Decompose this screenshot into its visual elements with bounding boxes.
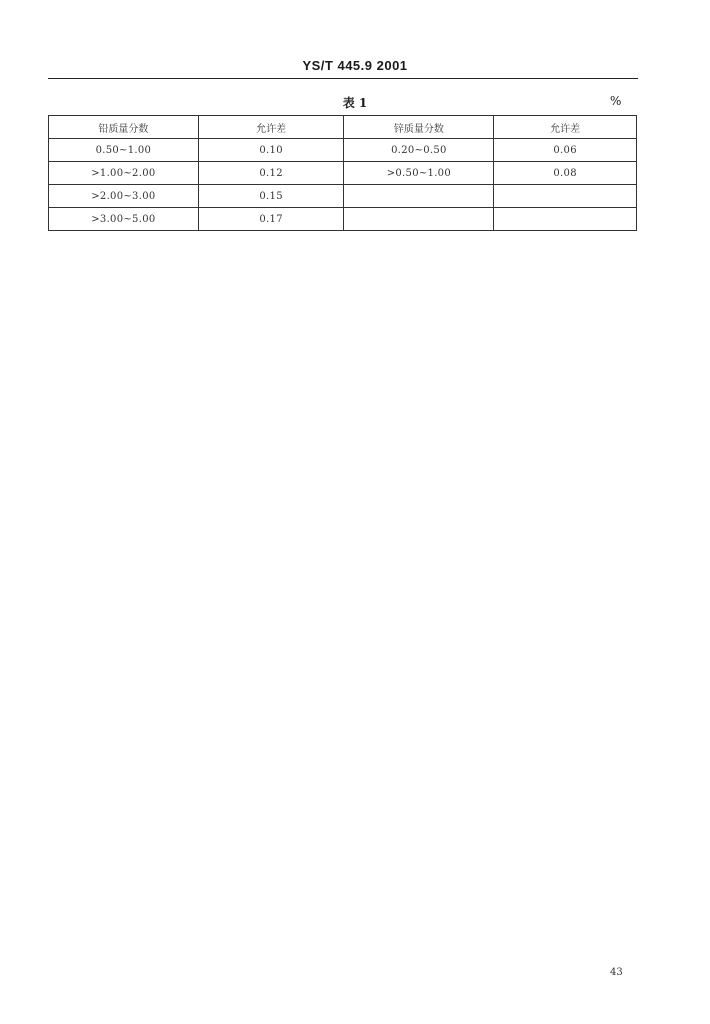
zinc-tolerance-cell xyxy=(494,208,637,231)
lead-fraction-cell: 0.50~1.00 xyxy=(49,139,199,162)
zinc-tolerance-cell: 0.06 xyxy=(494,139,637,162)
header-divider xyxy=(48,78,638,79)
column-header-zinc-tolerance: 允许差 xyxy=(494,116,637,139)
zinc-fraction-cell xyxy=(344,185,494,208)
page-number: 43 xyxy=(610,967,623,978)
column-header-zinc-fraction: 锌质量分数 xyxy=(344,116,494,139)
lead-tolerance-cell: 0.12 xyxy=(198,162,344,185)
lead-fraction-cell: >3.00~5.00 xyxy=(49,208,199,231)
lead-fraction-cell: >2.00~3.00 xyxy=(49,185,199,208)
column-header-lead-tolerance: 允许差 xyxy=(198,116,344,139)
table-row xyxy=(49,208,637,231)
column-header-lead-fraction: 铅质量分数 xyxy=(49,116,199,139)
zinc-tolerance-cell xyxy=(494,185,637,208)
table-caption: 表 1 xyxy=(342,96,368,110)
tolerance-table xyxy=(48,115,637,231)
table-row xyxy=(49,185,637,208)
lead-tolerance-cell: 0.15 xyxy=(198,185,344,208)
table-row xyxy=(49,139,637,162)
zinc-fraction-cell: >0.50~1.00 xyxy=(344,162,494,185)
lead-fraction-cell: >1.00~2.00 xyxy=(49,162,199,185)
zinc-tolerance-cell: 0.08 xyxy=(494,162,637,185)
unit-label: % xyxy=(610,94,622,108)
lead-tolerance-cell: 0.17 xyxy=(198,208,344,231)
table-row xyxy=(49,162,637,185)
zinc-fraction-cell: 0.20~0.50 xyxy=(344,139,494,162)
table-header-row xyxy=(49,116,637,139)
zinc-fraction-cell xyxy=(344,208,494,231)
lead-tolerance-cell: 0.10 xyxy=(198,139,344,162)
standard-number-header: YS/T 445.9 2001 xyxy=(302,58,408,73)
